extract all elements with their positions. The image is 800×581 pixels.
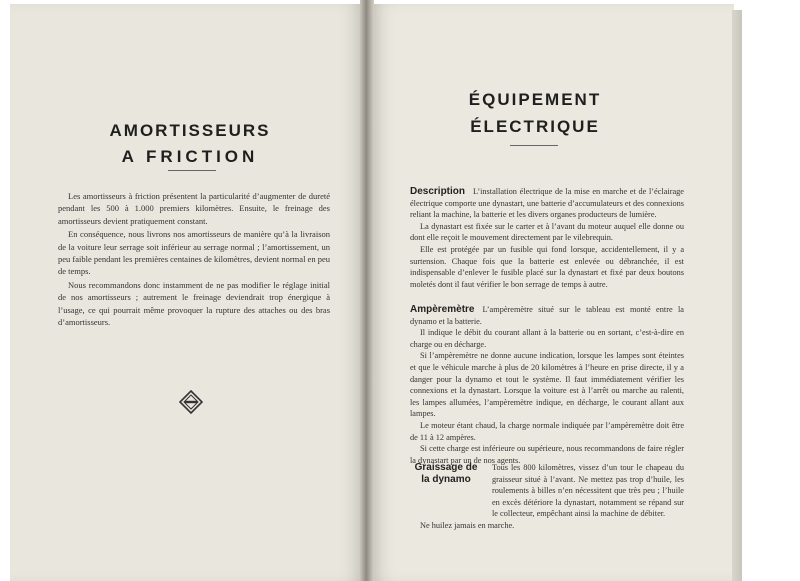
- description-paragraph-3: Elle est protégée par un fusible qui fond lorsque, accidentellement, il y a surtension. Chaque fois que la batterie est enlevée ou débranchée, il est indispensable d’enlever le fusible placé sur la dynastart et fixé par deux boutons moletés dont il faut vérifier le bon serrage de temps à autre.: [410, 244, 684, 289]
- description-paragraph-1: L’installation électrique de la mise en marche et de l’éclairage électrique comporte une dynastart, une batterie d’accumulateurs et des connexions reliant la machine, la batterie et les divers organes producteurs de lumière.: [410, 187, 684, 220]
- amperemetre-paragraph-4: Le moteur étant chaud, la charge normale indiquée par l’ampèremètre doit être de 11 à 12 ampères.: [410, 420, 684, 442]
- left-title-line2: A FRICTION: [121, 147, 259, 166]
- graissage-paragraph-2: Ne huilez jamais en marche.: [420, 520, 515, 530]
- amperemetre-section: [410, 304, 684, 466]
- left-title-line1: AMORTISSEURS: [109, 121, 271, 140]
- amperemetre-paragraph-2: Il indique le débit du courant allant à la batterie ou en sortant, c’est-à-dire en charge ou en décharge.: [410, 328, 684, 349]
- left-page-title: [60, 118, 320, 170]
- left-title-rule: [168, 170, 216, 171]
- amperemetre-paragraph-5: Si cette charge est inférieure ou supérieure, nous recommandons de faire régler la dynastart par un de nos agents.: [410, 444, 684, 465]
- left-paragraph-2: En conséquence, nous livrons nos amortisseurs de manière qu’à la livraison de la voiture leur serrage soit inférieur au serrage normal ; l’amortissement, un peu faible pendant les premières centaines de kilomètres, devient normal en peu de temps.: [58, 229, 330, 277]
- amperemetre-heading: Ampèremètre: [410, 304, 475, 315]
- page-edge: [732, 10, 742, 581]
- graissage-heading-line1: Graissage de: [414, 462, 478, 473]
- description-heading: Description: [410, 186, 466, 197]
- graissage-paragraph-1: Tous les 800 kilomètres, vissez d’un tour le chapeau du graisseur situé à l’avant. Ne mettez pas trop d’huile, les roulements à billes n’en nécessitent que très peu ; l’huile en excès détériore la dynastart, notamment se répand sur le collecteur, empêchant ainsi la machine de débiter.: [492, 463, 684, 519]
- graissage-heading-line2: la dynamo: [421, 474, 471, 485]
- right-title-rule: [510, 145, 558, 146]
- renault-diamond-logo-icon: [179, 390, 203, 414]
- left-paragraph-3: Nous recommandons donc instamment de ne pas modifier le réglage initial de nos amortisseurs ; autrement le freinage deviendrait trop énergique à l’usage, ce qui pourrait même provoquer la rupture des attaches ou des bras d’amortisseurs.: [58, 279, 330, 328]
- right-title-line2: ÉLECTRIQUE: [470, 117, 600, 136]
- amperemetre-paragraph-1: L’ampèremètre situé sur le tableau est monté entre la dynamo et la batterie.: [410, 305, 684, 326]
- left-paragraph-1: Les amortisseurs à friction présentent la particularité d’augmenter de dureté pendant les 500 à 1.000 premiers kilomètres. Ensuite, le freinage des amortisseurs devient pratiquement constant.: [58, 191, 330, 226]
- right-title-line1: ÉQUIPEMENT: [468, 90, 602, 109]
- description-paragraph-2: La dynastart est fixée sur le carter et à l’avant du moteur auquel elle donne ou dont elle reçoit le mouvement directement par le vilebrequin.: [410, 221, 684, 243]
- book-gutter: [360, 0, 374, 581]
- description-section: [410, 186, 684, 290]
- left-page-body: [58, 190, 330, 329]
- amperemetre-paragraph-3: Si l’ampèremètre ne donne aucune indication, lorsque les lampes sont éteintes et que le véhicule marche à plus de 20 kilomètres à l’heure en prise directe, il y a danger pour la dynamo et tout le système. Il faut immédiatement vérifier les connexions et la dynastart. Lorsque la voiture est à l’arrêt ou marche au ralenti, les lampes allumées, l’ampèremètre indique, en décharge, le courant allant aux lampes.: [410, 351, 684, 419]
- right-page-title: [440, 86, 630, 140]
- graissage-section: [410, 462, 684, 532]
